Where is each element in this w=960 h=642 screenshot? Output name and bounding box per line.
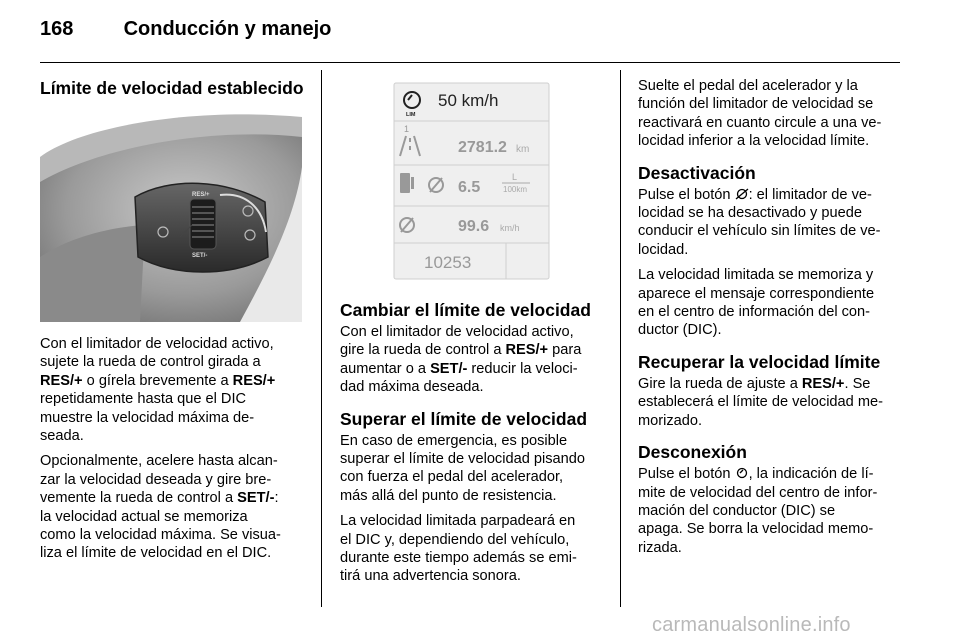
watermark-footer: carmanualsonline.info [652, 614, 851, 636]
column-divider-2 [620, 70, 621, 607]
paragraph-switch-off: Pulse el botón , la indicación de lí- mite de velocidad del centro de infor- mación del conductor (DIC) se apaga. Se borra la velocidad memo- rizada. [638, 466, 878, 556]
section-heading-limit-set: Límite de velocidad establecido [40, 78, 304, 98]
dic-odometer-unit: km [516, 144, 530, 155]
dic-gear-value: 1 [404, 124, 410, 134]
dic-avg-speed-unit: km/h [500, 223, 520, 233]
dic-consumption-unit-bottom: 100km [503, 185, 528, 194]
paragraph-resume: Gire la rueda de ajuste a RES/+. Se establecerá el límite de velocidad me- morizado. [638, 375, 883, 429]
dic-consumption-unit-top: L [512, 172, 518, 182]
wheel-label-res: RES/+ [192, 192, 210, 198]
steering-wheel-illustration [40, 107, 302, 322]
page-number: 168 [40, 18, 74, 40]
paragraph-deactivation-1: Pulse el botón : el limitador de ve- locidad se ha desactivado y puede conducir el vehículo sin límites de ve- locidad. [638, 186, 881, 258]
section-heading-change-limit: Cambiar el límite de velocidad [340, 300, 591, 320]
column-3 [638, 77, 910, 564]
paragraph-change-limit: Con el limitador de velocidad activo, gire la rueda de control a RES/+ para aumentar o a SET/- reducir la veloci- dad máxima deseada. [340, 324, 582, 396]
dic-odometer-value: 2781.2 [458, 139, 507, 156]
column-2 [340, 78, 612, 593]
paragraph-deactivation-2: La velocidad limitada se memoriza y aparece el mensaje correspondiente en el centro de información del con- ductor (DIC). [638, 267, 875, 339]
section-heading-switch-off: Desconexión [638, 442, 747, 463]
section-heading-exceed-limit: Superar el límite de velocidad [340, 408, 588, 429]
column-1 [40, 78, 312, 570]
page-title: Conducción y manejo [123, 18, 332, 40]
paragraph-limit-set-1: Con el limitador de velocidad activo, sujete la rueda de control girada a RES/+ o gírela brevemente a RES/+ repetidamente hasta que el DIC muestre la velocidad máxima de- seada. [40, 336, 276, 445]
paragraph-exceed-limit-1: En caso de emergencia, es posible superar el límite de velocidad pisando con fuerza el pedal del acelerador, más allá del punto de resistencia. [340, 432, 585, 504]
wheel-label-set: SET/- [192, 253, 208, 259]
column-divider-1 [321, 70, 322, 607]
section-heading-resume: Recuperar la velocidad límite [638, 351, 881, 372]
dic-speed-value: 50 km/h [438, 91, 499, 110]
page-header [40, 18, 331, 41]
limiter-off-icon [735, 188, 749, 200]
header-rule [40, 62, 900, 63]
paragraph-reactivation: Suelte el pedal del acelerador y la función del limitador de velocidad se reactivará en cuanto circule a una ve- locidad inferior a la velocidad límite. [638, 78, 882, 150]
paragraph-limit-set-2: Opcionalmente, acelere hasta alcan- zar la velocidad deseada y gire bre- vemente la rueda de control a SET/-: la velocidad actual se memoriza como la velocidad máxima. Se visua- liza el límite de velocidad en el DIC. [40, 453, 281, 562]
dic-lim-label: LIM [406, 112, 416, 118]
limiter-button-icon [735, 467, 749, 479]
dic-total-value: 10253 [424, 253, 472, 272]
dic-display-illustration [340, 78, 602, 286]
paragraph-exceed-limit-2: La velocidad limitada parpadeará en el DIC y, dependiendo del vehículo, durante este tiempo además se emi- tirá una advertencia sonora. [340, 513, 577, 585]
dic-avg-speed-value: 99.6 [458, 218, 490, 235]
dic-consumption-value: 6.5 [458, 179, 481, 196]
section-heading-deactivation: Desactivación [638, 162, 756, 183]
